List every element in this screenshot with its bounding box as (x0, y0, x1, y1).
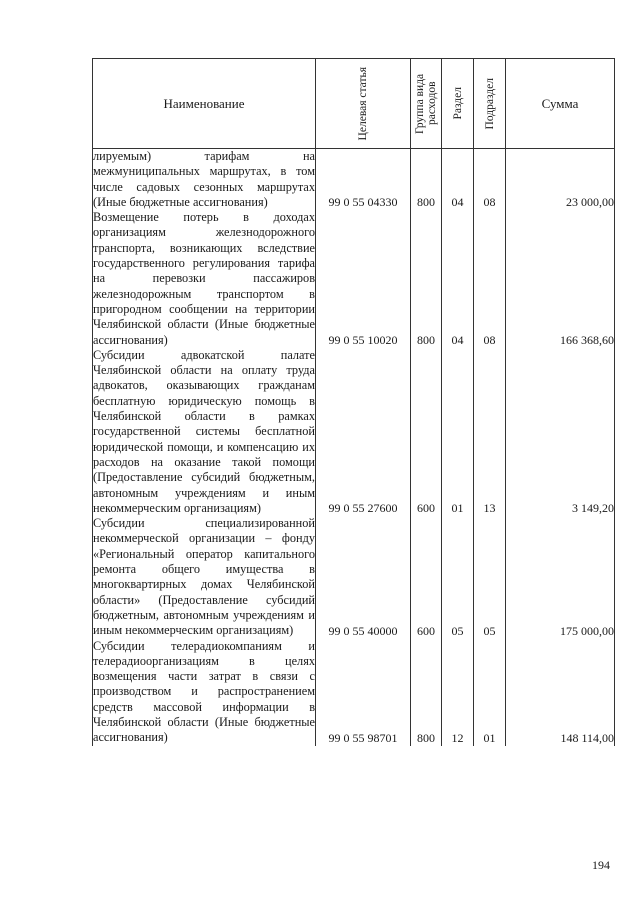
header-name: Наименование (93, 59, 316, 149)
row-subsection: 08 (474, 210, 506, 348)
table-header-row (93, 59, 615, 149)
table-row (93, 149, 615, 211)
header-subsection-label: Подраздел (483, 77, 496, 130)
row-subsection: 08 (474, 149, 506, 211)
row-target: 99 0 55 10020 (316, 210, 411, 348)
page-number: 194 (592, 858, 610, 872)
row-sum: 23 000,00 (506, 149, 615, 211)
row-group: 800 (411, 149, 442, 211)
header-sum: Сумма (506, 59, 615, 149)
row-subsection: 13 (474, 348, 506, 516)
header-target (316, 59, 411, 149)
table-row (93, 639, 615, 746)
row-group: 800 (411, 210, 442, 348)
row-name: Субсидии адвокатской палате Челябинской области на оплату труда адвокатов, оказывающих гражданам бесплатную юридическую помощь в Челябинской области в рамках государственной системы бесплатной юридической помощи, и компенсацию их расходов на оказание такой помощи (Предоставление субсидий бюджетным, автономным учреждениям и иным некоммерческим организациям) (93, 347, 315, 515)
row-section: 04 (442, 210, 474, 348)
row-sum: 175 000,00 (506, 516, 615, 638)
header-section-label: Раздел (451, 87, 464, 120)
row-section: 12 (442, 639, 474, 746)
budget-table (92, 58, 615, 746)
row-target: 99 0 55 04330 (316, 149, 411, 211)
row-section: 05 (442, 516, 474, 638)
row-sum: 148 114,00 (506, 639, 615, 746)
row-subsection: 05 (474, 516, 506, 638)
header-target-label: Целевая статья (357, 66, 369, 141)
row-name: Субсидии телерадиокомпаниям и телерадиоорганизациям в целях возмещения части затрат в связи с производством и распространением средств массовой информации в Челябинской области (Иные бюджетные ассигнования) (93, 638, 315, 745)
row-target: 99 0 55 40000 (316, 516, 411, 638)
row-section: 01 (442, 348, 474, 516)
row-target: 99 0 55 27600 (316, 348, 411, 516)
row-sum: 166 368,60 (506, 210, 615, 348)
row-subsection: 01 (474, 639, 506, 746)
row-group: 800 (411, 639, 442, 746)
table-row (93, 348, 615, 516)
table-row (93, 516, 615, 638)
row-name: лируемым) тарифам на межмуниципальных маршрутах, в том числе садовых сезонных маршрутах (Иные бюджетные ассигнования) (93, 149, 315, 209)
header-section (442, 59, 474, 149)
header-group (411, 59, 442, 149)
row-name: Субсидии специализированной некоммерческой организации – фонду «Региональный оператор капитального ремонта общего имущества в многоквартирных домах Челябинской области» (Предоставление субсидий бюджетным, автономным учреждениям и иным некоммерческим организациям) (93, 516, 315, 638)
row-group: 600 (411, 516, 442, 638)
header-subsection (474, 59, 506, 149)
row-name: Возмещение потерь в доходах организациям железнодорожного транспорта, возникающих вследствие государственного регулирования тарифа на перевозки пассажиров железнодорожным транспортом в пригородном сообщении на территории Челябинской области (Иные бюджетные ассигнования) (93, 210, 315, 347)
row-section: 04 (442, 149, 474, 211)
row-sum: 3 149,20 (506, 348, 615, 516)
row-target: 99 0 55 98701 (316, 639, 411, 746)
row-group: 600 (411, 348, 442, 516)
table-row (93, 210, 615, 348)
header-group-label: Группа вида расходов (414, 73, 438, 134)
